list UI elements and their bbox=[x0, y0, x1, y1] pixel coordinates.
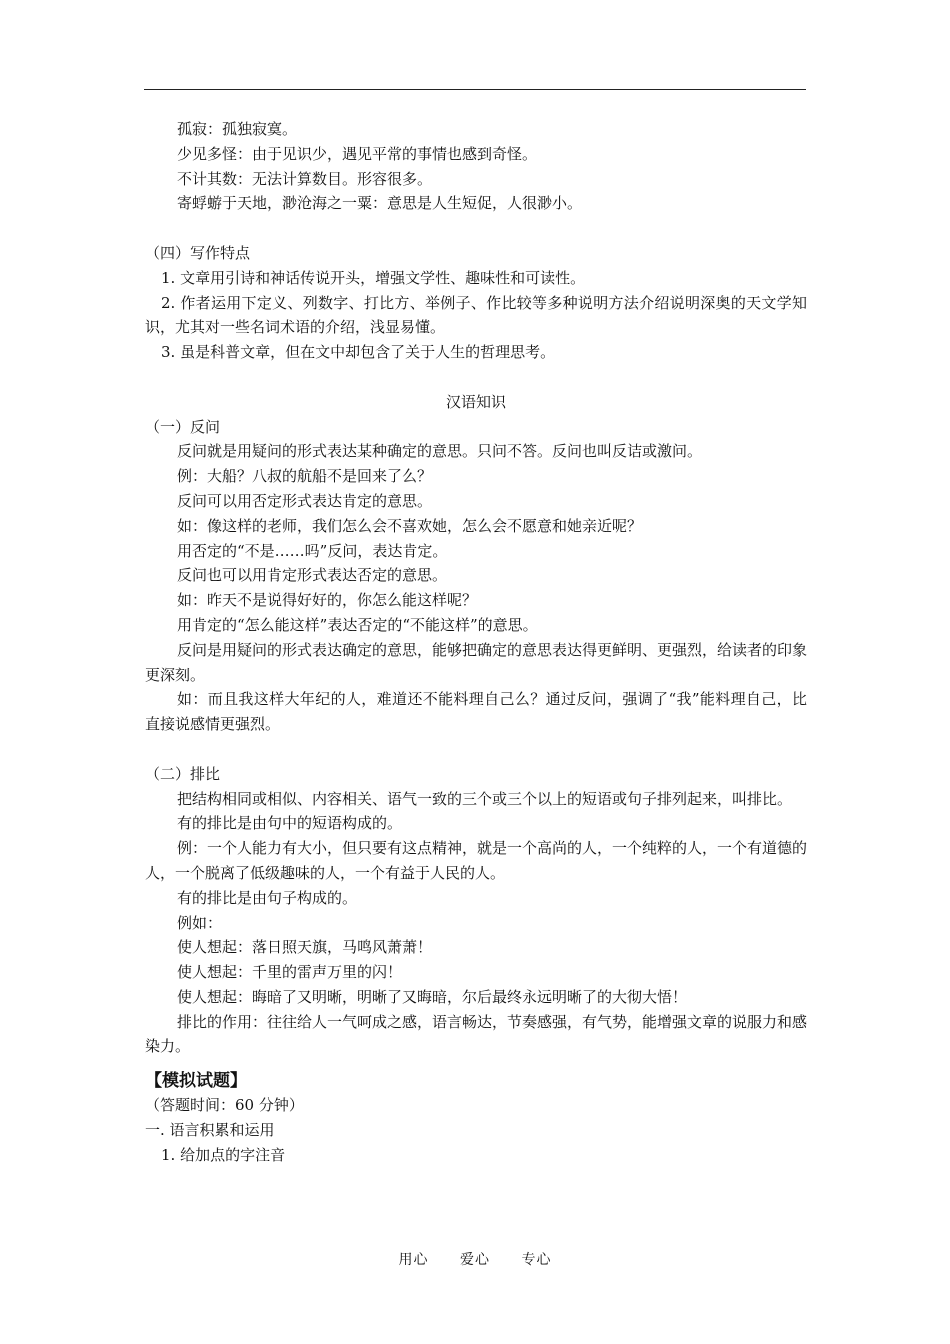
paragraph: 反问可以用否定形式表达肯定的意思。 bbox=[177, 491, 433, 510]
subsection-title: （一）反问 bbox=[145, 417, 221, 436]
paragraph: 例如： bbox=[177, 913, 223, 932]
writing-feature-item: 3. 虽是科普文章，但在文中却包含了关于人生的哲理思考。 bbox=[161, 343, 556, 362]
exam-heading: 【模拟试题】 bbox=[145, 1071, 247, 1092]
subsection-title: （二）排比 bbox=[145, 764, 221, 783]
exam-part-title: 一. 语言积累和运用 bbox=[145, 1121, 275, 1140]
paragraph: 如：昨天不是说得好好的，你怎么能这样呢？ bbox=[177, 591, 478, 610]
paragraph: 用否定的“不是……吗”反问，表达肯定。 bbox=[177, 541, 448, 560]
section-heading: 汉语知识 bbox=[445, 392, 506, 411]
paragraph: 使人想起：千里的雷声万里的闪！ bbox=[177, 963, 403, 982]
footer-word: 用心 bbox=[398, 1252, 429, 1268]
header-rule bbox=[144, 89, 806, 90]
idiom-line: 不计其数：无法计算数目。形容很多。 bbox=[177, 169, 433, 188]
idiom-line: 孤寂：孤独寂寞。 bbox=[177, 120, 298, 138]
page-footer bbox=[0, 1249, 950, 1269]
writing-feature-item: 1. 文章用引诗和神话传说开头，增强文学性、趣味性和可读性。 bbox=[161, 268, 586, 287]
writing-features-title: （四）写作特点 bbox=[145, 243, 251, 262]
paragraph: 排比的作用：往往给人一气呵成之感，语言畅达，节奏感强，有气势，能增强文章的说服力和感染力。 bbox=[145, 1012, 808, 1056]
exam-time: （答题时间：60 分钟） bbox=[145, 1096, 304, 1115]
paragraph: 例：一个人能力有大小，但只要有这点精神，就是一个高尚的人，一个纯粹的人，一个有道德的人，一个脱离了低级趣味的人，一个有益于人民的人。 bbox=[145, 839, 808, 882]
paragraph: 反问就是用疑问的形式表达某种确定的意思。只问不答。反问也叫反诘或激问。 bbox=[177, 442, 703, 461]
paragraph: 把结构相同或相似、内容相关、语气一致的三个或三个以上的短语或句子排列起来，叫排比。 bbox=[177, 789, 793, 808]
paragraph: 有的排比是由句中的短语构成的。 bbox=[177, 814, 403, 833]
paragraph: 如：而且我这样大年纪的人，难道还不能料理自己么？通过反问，强调了“我”能料理自己，比直接说感情更强烈。 bbox=[145, 690, 807, 734]
footer-word: 专心 bbox=[521, 1252, 552, 1268]
paragraph: 使人想起：晦暗了又明晰，明晰了又晦暗，尔后最终永远明晰了的大彻大悟！ bbox=[177, 987, 688, 1006]
paragraph: 反问也可以用肯定形式表达否定的意思。 bbox=[177, 566, 448, 585]
exam-question: 1. 给加点的字注音 bbox=[161, 1145, 286, 1164]
paragraph: 使人想起：落日照天旗，马鸣风萧萧！ bbox=[177, 938, 433, 957]
paragraph: 反问是用疑问的形式表达确定的意思，能够把确定的意思表达得更鲜明、更强烈，给读者的印象更深刻。 bbox=[145, 640, 808, 684]
document-body bbox=[145, 117, 807, 1168]
footer-word: 爱心 bbox=[460, 1252, 490, 1268]
paragraph: 用肯定的“怎么能这样”表达否定的“不能这样”的意思。 bbox=[177, 615, 538, 634]
idiom-line: 寄蜉蝣于天地，渺沧海之一粟：意思是人生短促，人很渺小。 bbox=[177, 194, 583, 213]
paragraph: 有的排比是由句子构成的。 bbox=[177, 888, 358, 907]
paragraph: 例：大船？八叔的航船不是回来了么？ bbox=[177, 467, 433, 486]
writing-feature-item: 2. 作者运用下定义、列数字、打比方、举例子、作比较等多种说明方法介绍说明深奥的天文学知识，尤其对一些名词术语的介绍，浅显易懂。 bbox=[145, 293, 807, 337]
paragraph: 如：像这样的老师，我们怎么会不喜欢她，怎么会不愿意和她亲近呢？ bbox=[177, 516, 643, 535]
idiom-line: 少见多怪：由于见识少，遇见平常的事情也感到奇怪。 bbox=[177, 144, 538, 163]
